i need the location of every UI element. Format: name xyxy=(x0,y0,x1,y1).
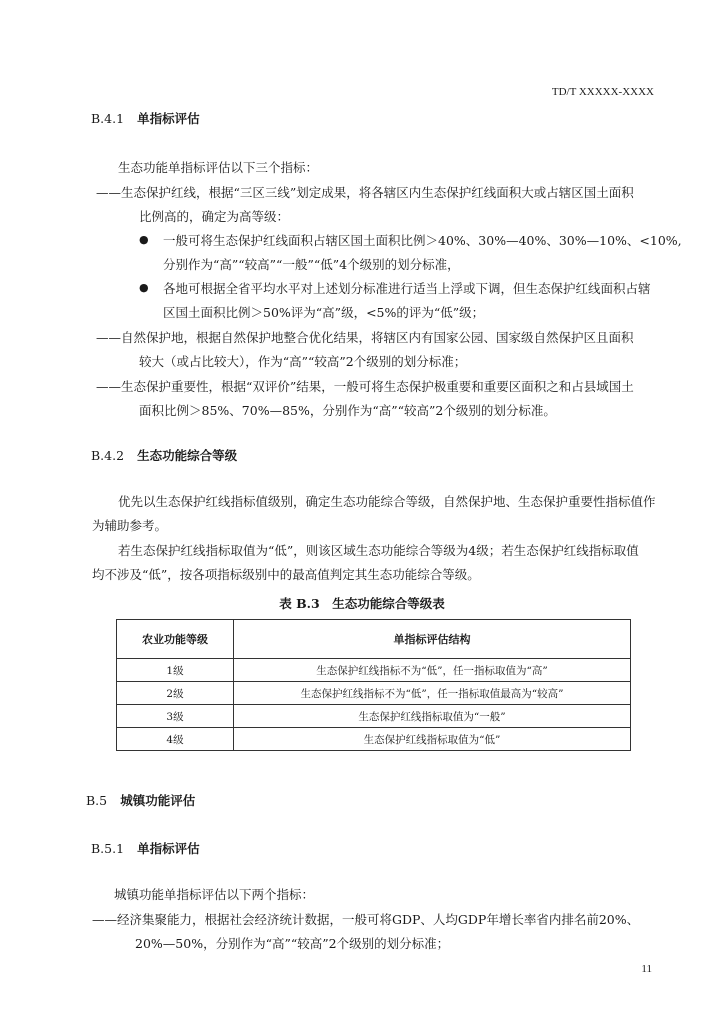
section-number: B.4.1 xyxy=(91,111,125,126)
intro-text: 生态功能单指标评估以下三个指标： xyxy=(118,160,319,175)
table-header-row xyxy=(117,620,631,659)
level-cell: 2级 xyxy=(117,682,234,705)
desc-cell: 生态保护红线指标不为“低”，任一指标取值最高为“较高” xyxy=(234,682,631,705)
desc-cell: 生态保护红线指标取值为“一般” xyxy=(234,705,631,728)
section-heading-b41 xyxy=(91,109,200,127)
list-item: ——自然保护地，根据自然保护地整合优化结果，将辖区内有国家公园、国家级自然保护区且面积 xyxy=(96,330,634,345)
paragraph: 若生态保护红线指标取值为“低”，则该区域生态功能综合等级为4级；若生态保护红线指标取值 xyxy=(118,543,639,558)
list-item: ——经济集聚能力，根据社会经济统计数据，一般可将GDP、人均GDP年增长率省内排名前20%、 xyxy=(92,912,640,927)
level-cell: 1级 xyxy=(117,659,234,682)
bullet-text-cont: 分别作为“高”“较高”“一般”“低”4个级别的划分标准， xyxy=(163,257,460,272)
level-cell: 4级 xyxy=(117,728,234,751)
section-title: 生态功能综合等级 xyxy=(137,448,238,463)
list-item: ——生态保护红线，根据“三区三线”划定成果，将各辖区内生态保护红线面积大或占辖区国土面积 xyxy=(96,185,634,200)
list-item-cont: 面积比例＞85%、70%—85%，分别作为“高”“较高”2个级别的划分标准。 xyxy=(139,403,556,418)
table-row xyxy=(117,659,631,682)
section-heading-b51 xyxy=(91,839,200,857)
list-item-cont: 较大（或占比较大），作为“高”“较高”2个级别的划分标准； xyxy=(139,354,467,369)
grade-table xyxy=(116,619,631,751)
table-row xyxy=(117,682,631,705)
column-header: 单指标评估结构 xyxy=(234,620,631,659)
level-cell: 3级 xyxy=(117,705,234,728)
section-title: 单指标评估 xyxy=(137,111,200,126)
section-number: B.4.2 xyxy=(91,448,125,463)
section-number: B.5.1 xyxy=(91,841,125,856)
table-caption: 表 B.3 生态功能综合等级表 xyxy=(279,596,445,611)
document-code-header: TD/T XXXXX-XXXX xyxy=(551,86,654,98)
desc-cell: 生态保护红线指标取值为“低” xyxy=(234,728,631,751)
section-title: 城镇功能评估 xyxy=(120,793,196,808)
list-item-cont: 20%—50%，分别作为“高”“较高”2个级别的划分标准； xyxy=(135,936,450,951)
intro-text: 城镇功能单指标评估以下两个指标： xyxy=(114,887,315,902)
table-row xyxy=(117,705,631,728)
section-number: B.5 xyxy=(86,793,108,808)
section-title: 单指标评估 xyxy=(137,841,200,856)
bullet-icon: ● xyxy=(139,281,149,294)
list-item: ——生态保护重要性，根据“双评价”结果，一般可将生态保护极重要和重要区面积之和占县域国土 xyxy=(96,379,634,394)
paragraph: 优先以生态保护红线指标值级别，确定生态功能综合等级，自然保护地、生态保护重要性指标值作 xyxy=(118,494,656,509)
bullet-text-cont: 区国土面积比例＞50%评为“高”级，<5%的评为“低”级； xyxy=(163,305,485,320)
desc-cell: 生态保护红线指标不为“低”，任一指标取值为“高” xyxy=(234,659,631,682)
column-header: 农业功能等级 xyxy=(117,620,234,659)
section-heading-b5 xyxy=(86,791,195,809)
bullet-text: 一般可将生态保护红线面积占辖区国土面积比例＞40%、30%—40%、30%—10%、<10%, xyxy=(163,233,682,248)
section-heading-b42 xyxy=(91,446,237,464)
page-number: 11 xyxy=(641,963,652,975)
bullet-text: 各地可根据全省平均水平对上述划分标准进行适当上浮或下调，但生态保护红线面积占辖 xyxy=(163,281,651,296)
bullet-icon: ● xyxy=(139,233,149,246)
list-item-cont: 比例高的，确定为高等级： xyxy=(139,209,290,224)
table-row xyxy=(117,728,631,751)
paragraph-cont: 为辅助参考。 xyxy=(92,518,168,533)
paragraph-cont: 均不涉及“低”，按各项指标级别中的最高值判定其生态功能综合等级。 xyxy=(92,567,480,582)
